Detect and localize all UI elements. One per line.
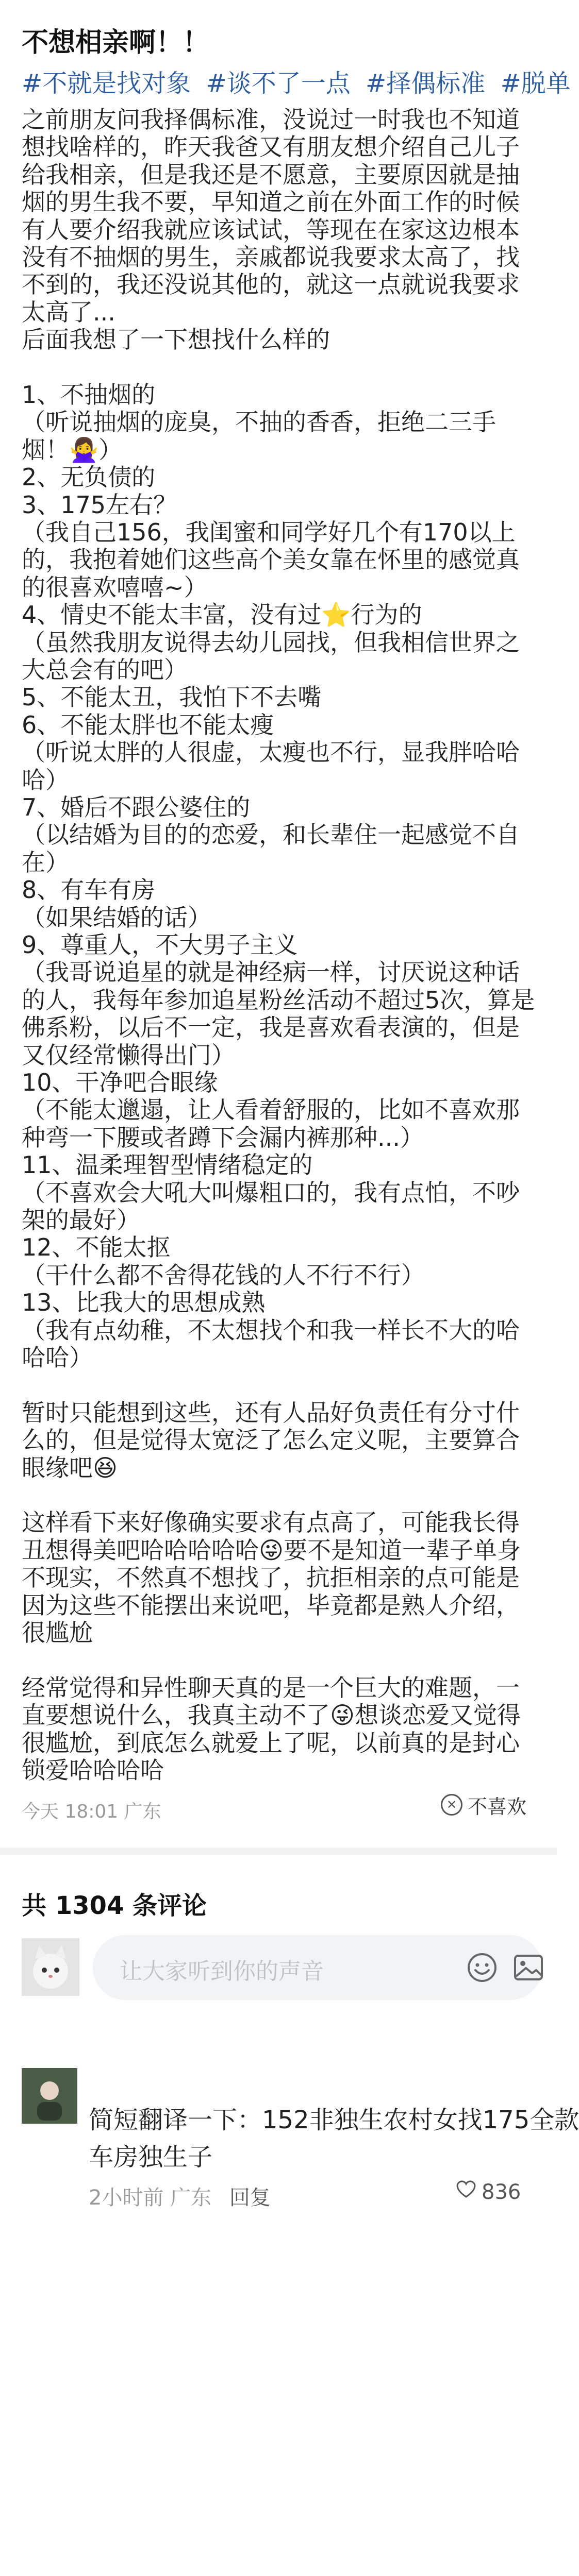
comment-item [22, 2068, 579, 2253]
post-body-line: 很尴尬，到底怎么就爱上了呢，以前真的是封心 [22, 1728, 520, 1757]
comment-input[interactable] [93, 1935, 542, 2000]
post-body-line: 没有不抽烟的男生，亲戚都说我要求太高了，找 [22, 243, 520, 271]
comment-like-count: 836 [482, 2180, 521, 2204]
post-body-line: 佛系粉，以后不一定，我是喜欢看表演的，但是 [22, 1013, 520, 1042]
comment-meta [89, 2181, 271, 2211]
avatar[interactable] [22, 1938, 79, 1996]
comment-text-line-2: 车房独生子 [89, 2143, 213, 2172]
post-body-line: （我自己156，我闺蜜和同学好几个有170以上 [22, 518, 516, 546]
post-body-line: 太高了... [22, 298, 115, 326]
post-body-line: 不现实，不然真不想找了，抗拒相亲的点可能是 [22, 1564, 520, 1592]
post-body-line: 经常觉得和异性聊天真的是一个巨大的难题，一 [22, 1673, 520, 1702]
post-body-line: 6、不能太胖也不能太瘦 [22, 710, 274, 739]
post-body-line: 丑想得美吧哈哈哈哈哈😜要不是知道一辈子单身 [22, 1536, 521, 1564]
post-body-line: 7、婚后不跟公婆住的 [22, 793, 251, 821]
post-body-line: （虽然我朋友说得去幼儿园找，但我相信世界之 [22, 628, 520, 656]
post-body-line: （干什么都不舍得花钱的人不行不行） [22, 1261, 425, 1289]
post-body-line: 3、175左右？ [22, 490, 177, 519]
post-body-line: 架的最好） [22, 1206, 140, 1234]
tag-list [22, 66, 578, 101]
post-body-line: 不到的，我还没说其他的，就这一点就说我要求 [22, 270, 520, 299]
post-body-line: 8、有车有房 [22, 876, 156, 904]
post-body-line: 眼缘吧😆 [22, 1453, 118, 1482]
post-body-line: 1、不抽烟的 [22, 381, 156, 409]
post-body-line: 9、尊重人，不大男子主义 [22, 931, 298, 959]
heart-icon [455, 2178, 477, 2206]
comment-text-line-1: 简短翻译一下：152非独生农村女找175全款 [89, 2106, 579, 2134]
post-body-line: 锁爱哈哈哈哈 [22, 1756, 164, 1784]
post-body-line: 暂时只能想到这些，还有人品好负责任有分寸什 [22, 1398, 520, 1427]
post-body-line: 后面我想了一下想找什么样的 [22, 326, 330, 354]
tag-3[interactable]: #择偶标准 [366, 69, 486, 98]
post-body-line: 在） [22, 848, 69, 876]
post-meta: 今天 18:01 广东 [22, 1801, 161, 1822]
post-body-line: 哈） [22, 766, 69, 794]
post-body-line: 因为这些不能摆出来说吧，毕竟都是熟人介绍， [22, 1591, 520, 1619]
post-body-line: （听说太胖的人很虚，太瘦也不行，显我胖哈哈 [22, 738, 520, 767]
post-body-line: 5、不能太丑，我怕下不去嘴 [22, 683, 322, 711]
post-body-line: 想找啥样的，昨天我爸又有朋友想介绍自己儿子 [22, 133, 520, 161]
post-body-line: 4、情史不能太丰富，没有过⭐行为的 [22, 601, 422, 629]
post-body-line: 烟的男生我不要，早知道之前在外面工作的时候 [22, 188, 520, 216]
post-body-line: 很尴尬 [22, 1619, 93, 1647]
comments-count: 共 1304 条评论 [22, 1891, 207, 1920]
post-body-line: 给我相亲，但是我还是不愿意，主要原因就是抽 [22, 160, 520, 189]
post-body-line: 哈哈） [22, 1344, 93, 1371]
post-body-line: 种弯一下腰或者蹲下会漏内裤那种...） [22, 1123, 424, 1151]
post-body-line: 烟！🙅‍♀️） [22, 435, 123, 464]
post-body-line: （我哥说追星的就是神经病一样，讨厌说这种话 [22, 958, 520, 987]
post-body-line: 有人要介绍我就应该试试，等现在在家这边根本 [22, 215, 520, 244]
emoji-icon[interactable] [464, 1950, 500, 1986]
post-body-line: 的，我抱着她们这些高个美女靠在怀里的感觉真 [22, 546, 520, 574]
post-body-line: 这样看下来好像确实要求有点高了，可能我长得 [22, 1509, 520, 1537]
post-body-line: 11、温柔理智型情绪稳定的 [22, 1151, 313, 1179]
not-like-button[interactable] [441, 1788, 544, 1822]
post-body-line: 又仅经常懒得出门） [22, 1041, 235, 1069]
post-title: 不想相亲啊！！ [22, 27, 210, 58]
image-icon[interactable] [510, 1950, 547, 1986]
close-circle-icon: ✕ [441, 1794, 462, 1816]
post-body-line: 么的，但是觉得太宽泛了怎么定义呢，主要算合 [22, 1426, 520, 1454]
tag-1[interactable]: #不就是找对象 [22, 69, 191, 98]
avatar[interactable] [22, 2068, 77, 2124]
comment-time: 2小时前 广东 [89, 2186, 212, 2210]
post-body-line: （如果结婚的话） [22, 903, 211, 931]
post-body-line: 大总会有的吧） [22, 656, 188, 684]
tag-4[interactable]: #脱单 [500, 69, 571, 98]
post-body-line: 2、无负债的 [22, 463, 156, 492]
post-body-line: （不喜欢会大吼大叫爆粗口的，我有点怕，不吵 [22, 1178, 520, 1207]
post-body-line: （我有点幼稚，不太想找个和我一样长不大的哈 [22, 1316, 520, 1344]
post-body-line: 的很喜欢嘻嘻~） [22, 573, 208, 601]
post-body-line: （不能太邋遢，让人看着舒服的，比如不喜欢那 [22, 1096, 520, 1124]
post-body-line: （以结婚为目的的恋爱，和长辈住一起感觉不自 [22, 821, 520, 849]
post-body-line: 的人，我每年参加追星粉丝活动不超过5次，算是 [22, 986, 535, 1014]
not-like-label: 不喜欢 [468, 1795, 527, 1818]
comment-input-row [22, 1935, 542, 2000]
tag-2[interactable]: #谈不了一点 [206, 69, 351, 98]
post-body-line: 之前朋友问我择偶标准，没说过一时我也不知道 [22, 106, 520, 133]
post-body-line: 10、干净吧合眼缘 [22, 1069, 218, 1096]
comment-reply-button[interactable]: 回复 [229, 2186, 271, 2210]
post-body-line: 13、比我大的思想成熟 [22, 1289, 266, 1317]
section-divider [0, 1848, 557, 1855]
comment-input-placeholder: 让大家听到你的声音 [120, 1958, 324, 1985]
post-body-line: （听说抽烟的庞臭，不抽的香香，拒绝二三手 [22, 408, 496, 436]
comment-like-button[interactable] [455, 2178, 521, 2206]
post-body-line: 直要想说什么，我真主动不了😜想谈恋爱又觉得 [22, 1701, 521, 1730]
post-body-line: 12、不能太抠 [22, 1233, 171, 1262]
